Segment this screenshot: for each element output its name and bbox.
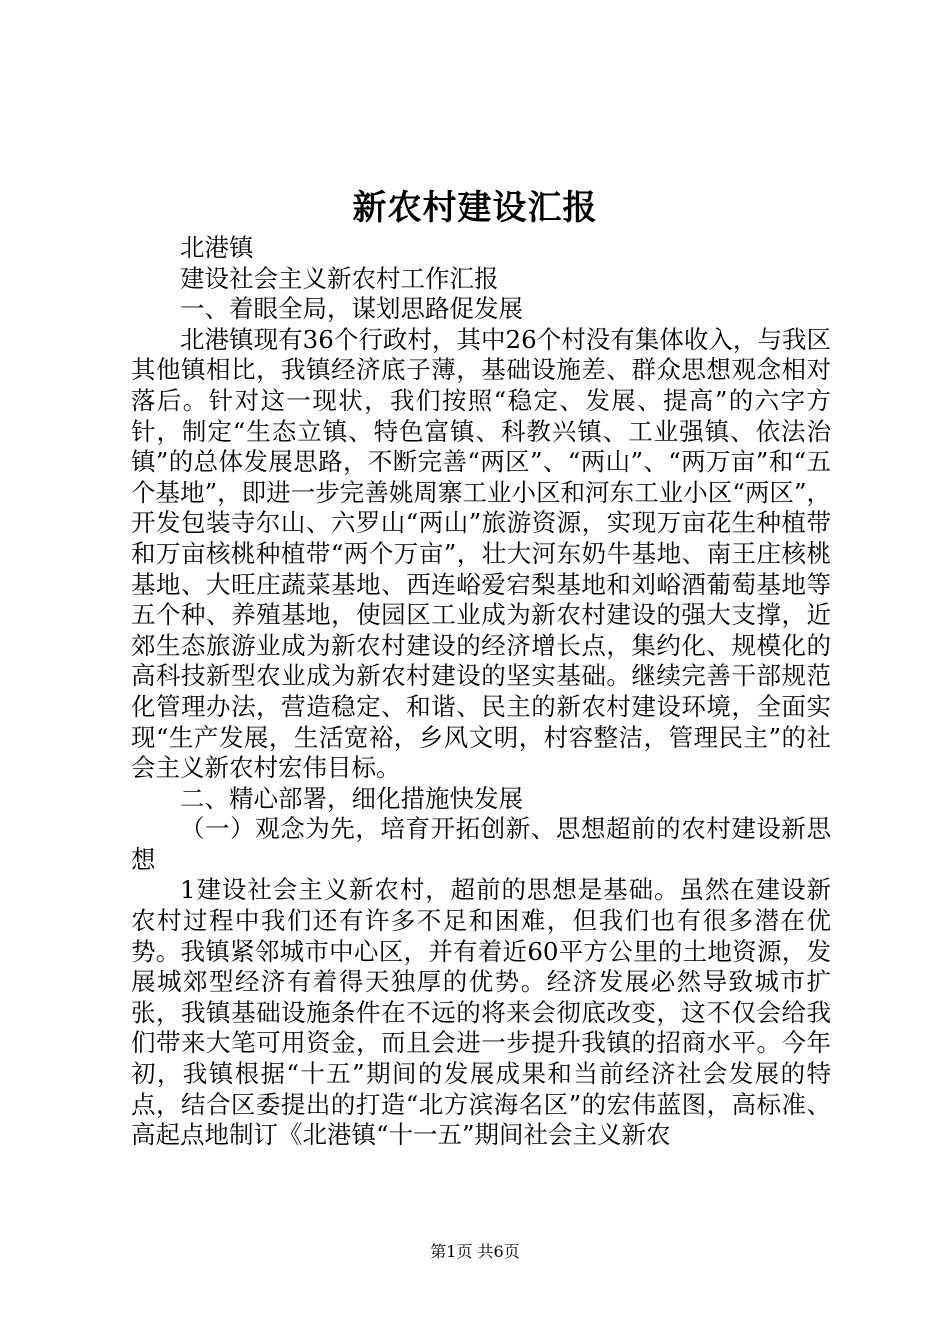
document-body <box>131 233 831 1151</box>
section-heading-1: 一、着眼全局，谋划思路促发展 <box>180 294 523 324</box>
body-paragraph: 1建设社会主义新农村，超前的思想是基础。虽然在建设新农村过程中我们还有许多不足和困难，但我们也有很多潜在优势。我镇紧邻城市中心区，并有着近60平方公里的土地资源，发展城郊型经济有着得天独厚的优势。经济发展必然导致城市扩张，我镇基础设施条件在不远的将来会彻底改变，这不仅会给我们带来大笔可用资金，而且会进一步提升我镇的招商水平。今年初，我镇根据“十五”期间的发展成果和当前经济社会发展的特点，结合区委提出的打造“北方滨海名区”的宏伟蓝图，高标准、高起点地制订《北港镇“十一五”期间社会主义新农 <box>131 875 831 1150</box>
town-name: 北港镇 <box>180 233 254 262</box>
section-heading-2: 二、精心部署，细化措施快发展 <box>180 783 523 813</box>
body-paragraph: 北港镇现有36个行政村，其中26个村没有集体收入，与我区其他镇相比，我镇经济底子薄，基础设施差、群众思想观念相对落后。针对这一现状，我们按照“稳定、发展、提高”的六字方针，制定“生态立镇、特色富镇、科教兴镇、工业强镇、依法治镇”的总体发展思路，不断完善“两区”、“两山”、“两万亩”和“五个基地”，即进一步完善姚周寨工业小区和河东工业小区“两区”，开发包装寺尔山、六罗山“两山”旅游资源，实现万亩花生种植带和万亩核桃种植带“两个万亩”，壮大河东奶牛基地、南王庄核桃基地、大旺庄蔬菜基地、西连峪爱宕梨基地和刘峪酒葡萄基地等五个种、养殖基地，使园区工业成为新农村建设的强大支撑，近郊生态旅游业成为新农村建设的经济增长点，集约化、规模化的高科技新型农业成为新农村建设的坚实基础。继续完善干部规范化管理办法，营造稳定、和谐、民主的新农村建设环境，全面实现“生产发展，生活宽裕，乡风文明，村容整洁，管理民主”的社会主义新农村宏伟目标。 <box>131 324 831 783</box>
page-footer: 第1页 共6页 <box>430 1242 520 1261</box>
report-subtitle: 建设社会主义新农村工作汇报 <box>180 263 499 293</box>
subsection-heading-1: （一）观念为先，培育开拓创新、思想超前的农村建设新思想 <box>131 814 831 874</box>
document-title: 新农村建设汇报 <box>352 188 598 228</box>
